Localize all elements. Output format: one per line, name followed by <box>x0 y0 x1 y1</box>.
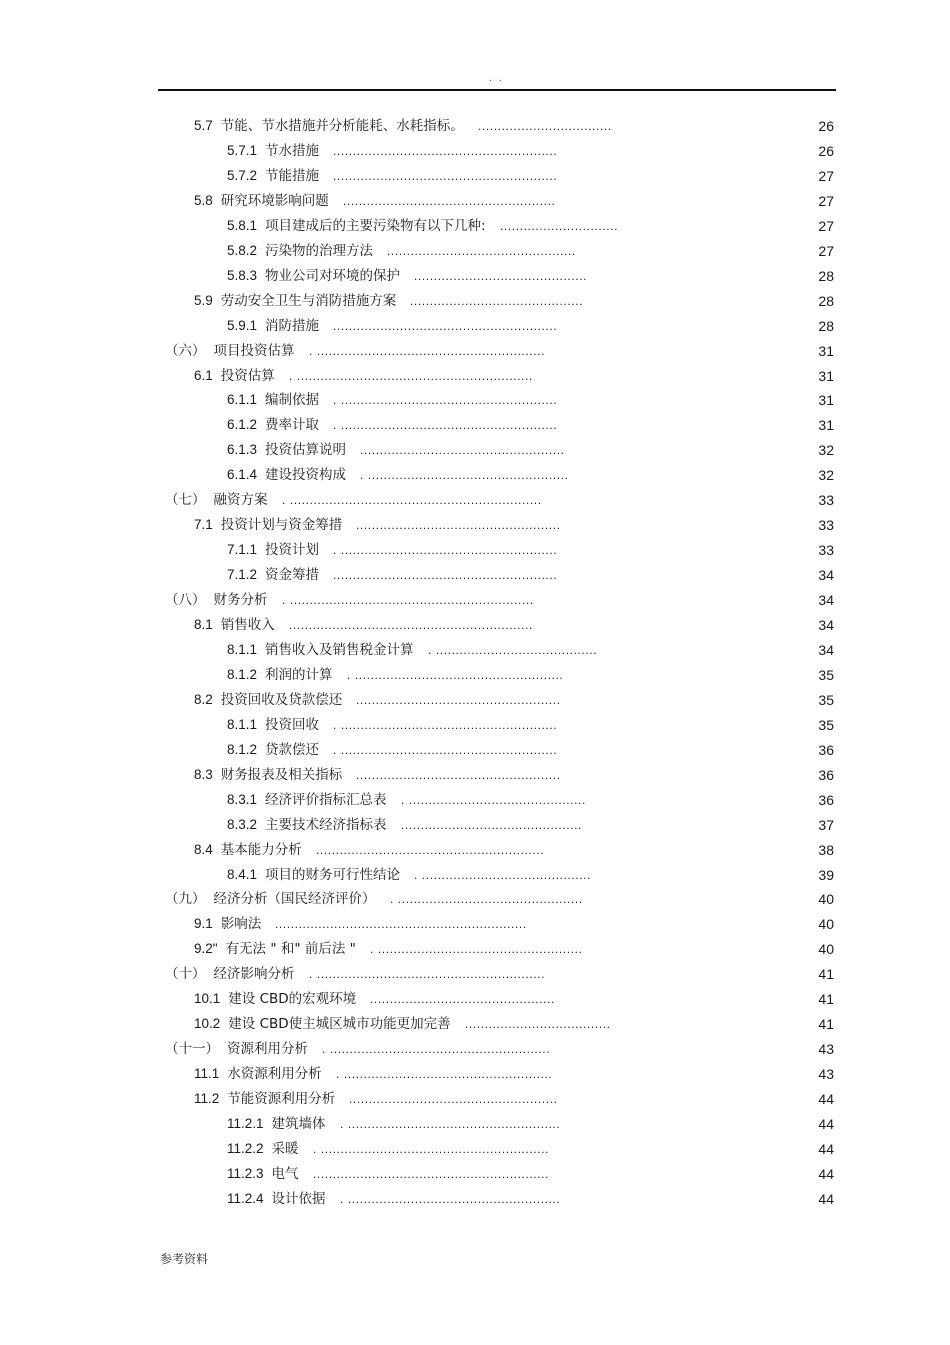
toc-entry[interactable] <box>194 765 342 785</box>
toc-entry-title: 投资回收及贷款偿还 <box>220 692 343 708</box>
toc-entry[interactable] <box>194 615 275 635</box>
header-rule <box>158 89 836 91</box>
toc-entry-title: 项目建成后的主要污染物有以下几种: <box>265 218 486 234</box>
toc-entry[interactable] <box>194 191 329 211</box>
toc-dot-leader: . .......................................................... <box>309 967 546 981</box>
toc-entry-number: 8.1.1 <box>227 642 258 657</box>
toc-page-number: 32 <box>818 467 834 483</box>
toc-entry-title: 物业公司对环境的保护 <box>265 268 401 284</box>
toc-entry-number: 9.2" <box>194 941 218 956</box>
toc-page-number: 26 <box>818 143 834 159</box>
toc-page-number: 35 <box>818 717 834 733</box>
footer-text: 参考资料 <box>160 1252 209 1266</box>
toc-dot-leader: ..................................................... <box>349 1092 558 1106</box>
toc-entry[interactable] <box>227 740 319 760</box>
toc-page-number: 31 <box>818 343 834 359</box>
toc-entry[interactable] <box>194 840 302 860</box>
toc-dot-leader: ............................................... <box>370 992 555 1006</box>
toc-dot-leader: ......................................................... <box>333 568 558 582</box>
toc-page-number: 40 <box>818 916 834 932</box>
toc-dot-leader: . ............................................... <box>390 892 583 906</box>
toc-page-number: 43 <box>818 1066 834 1082</box>
toc-entry-title: 资源利用分析 <box>227 1041 308 1057</box>
toc-dot-leader: .................................................... <box>356 518 561 532</box>
toc-entry[interactable] <box>227 1114 326 1134</box>
toc-entry-number: （十） <box>165 966 206 981</box>
toc-entry[interactable] <box>194 366 275 386</box>
toc-entry-title: 贷款偿还 <box>265 742 320 758</box>
toc-entry-title: 节水措施 <box>265 143 320 159</box>
toc-entry-number: 6.1.2 <box>227 417 258 432</box>
toc-entry-number: 8.1.1 <box>227 717 258 732</box>
toc-entry-title: 节能、节水措施并分析能耗、水耗指标。 <box>220 118 464 134</box>
toc-page-number: 40 <box>818 941 834 957</box>
toc-dot-leader: . ....................................................... <box>333 718 558 732</box>
toc-dot-leader: . ......................................... <box>428 643 598 657</box>
toc-dot-leader: .................................. <box>478 119 612 133</box>
toc-entry-title: 电气 <box>271 1166 299 1182</box>
toc-entry-number: （九） <box>165 891 206 906</box>
toc-page-number: 39 <box>818 867 834 883</box>
toc-entry-title: 投资回收 <box>265 717 320 733</box>
toc-entry[interactable] <box>227 640 414 660</box>
toc-dot-leader: . ....................................................... <box>333 418 558 432</box>
toc-dot-leader: ......................................................... <box>333 144 558 158</box>
header-mark: . . <box>489 74 504 84</box>
toc-page-number: 27 <box>818 168 834 184</box>
toc-entry-number: 8.4.1 <box>227 867 258 882</box>
toc-entry-number: 11.2 <box>194 1091 220 1106</box>
toc-entry-title: 经济分析（国民经济评价） <box>213 891 376 907</box>
toc-page-number: 38 <box>818 842 834 858</box>
toc-dot-leader: . ....................................................... <box>333 743 558 757</box>
toc-entry[interactable] <box>227 865 400 885</box>
toc-entry-number: 5.8 <box>194 193 213 208</box>
toc-entry[interactable] <box>227 540 319 560</box>
toc-entry-number: 11.2.2 <box>227 1141 264 1156</box>
toc-page-number: 33 <box>818 492 834 508</box>
toc-dot-leader: ............................................ <box>414 269 588 283</box>
toc-entry-number: 6.1.1 <box>227 392 258 407</box>
toc-entry-number: （十一） <box>165 1041 219 1056</box>
toc-entry-title: 污染物的治理方法 <box>265 243 374 259</box>
toc-entry-number: 11.1 <box>194 1066 220 1081</box>
toc-entry-number: 8.1.2 <box>227 667 258 682</box>
toc-entry[interactable] <box>227 390 319 410</box>
toc-entry[interactable] <box>194 914 261 934</box>
toc-entry[interactable] <box>194 1089 335 1109</box>
toc-entry-number: 5.7.1 <box>227 143 258 158</box>
toc-entry[interactable] <box>194 291 396 311</box>
toc-entry-number: 9.1 <box>194 916 213 931</box>
toc-entry[interactable] <box>227 1189 326 1209</box>
toc-entry-title: 节能资源利用分析 <box>227 1091 336 1107</box>
toc-entry-title: 投资估算说明 <box>265 442 347 458</box>
toc-entry[interactable] <box>227 241 373 261</box>
toc-entry[interactable] <box>227 316 319 336</box>
toc-page-number: 33 <box>818 542 834 558</box>
toc-entry[interactable] <box>194 690 342 710</box>
toc-entry-title: 投资估算 <box>220 368 275 384</box>
toc-entry-number: 8.4 <box>194 842 213 857</box>
toc-entry-title: 消防措施 <box>265 318 320 334</box>
toc-entry-number: 10.2 <box>194 1016 221 1031</box>
toc-page-number: 35 <box>818 667 834 683</box>
toc-entry[interactable] <box>227 266 400 286</box>
toc-entry[interactable] <box>165 590 268 610</box>
toc-entry-title: 经济评价指标汇总表 <box>265 792 387 808</box>
toc-entry-title: 投资计划与资金筹措 <box>220 517 343 533</box>
toc-page-number: 28 <box>818 318 834 334</box>
toc-entry-title: 销售收入及销售税金计算 <box>265 642 414 658</box>
toc-entry-title: 销售收入 <box>220 617 275 633</box>
toc-page-number: 43 <box>818 1041 834 1057</box>
toc-dot-leader: ......................................................... <box>333 319 558 333</box>
toc-page-number: 44 <box>818 1191 834 1207</box>
toc-entry-number: 11.2.4 <box>227 1191 264 1206</box>
toc-entry-number: 8.1 <box>194 617 213 632</box>
toc-entry-number: 8.3.2 <box>227 817 258 832</box>
toc-entry-title: 节能措施 <box>265 168 320 184</box>
toc-entry[interactable] <box>227 815 387 835</box>
toc-entry-title: 费率计取 <box>265 417 320 433</box>
toc-dot-leader: .................................................... <box>356 693 561 707</box>
toc-entry-number: 5.8.3 <box>227 268 258 283</box>
toc-page-number: 33 <box>818 517 834 533</box>
toc-entry-title: 利润的计算 <box>265 667 333 683</box>
toc-dot-leader: . ............................................................ <box>289 369 533 383</box>
toc-entry-number: 5.7 <box>194 118 213 133</box>
toc-dot-leader: .................................................... <box>356 768 561 782</box>
toc-entry-number: 6.1.3 <box>227 442 258 457</box>
toc-entry-title: 编制依据 <box>265 392 320 408</box>
toc-dot-leader: ................................................................ <box>275 917 527 931</box>
toc-entry-title: 建设 CBD的宏观环境 <box>228 991 357 1007</box>
toc-dot-leader: ...................................................... <box>343 194 556 208</box>
toc-page-number: 32 <box>818 442 834 458</box>
toc-entry-number: 7.1.1 <box>227 542 258 557</box>
toc-dot-leader: . ....................................................... <box>333 393 558 407</box>
toc-entry-title: 投资计划 <box>265 542 320 558</box>
toc-entry[interactable] <box>227 415 319 435</box>
toc-dot-leader: . ............................................. <box>401 793 586 807</box>
toc-entry[interactable] <box>227 216 486 236</box>
toc-entry[interactable] <box>165 889 376 909</box>
toc-page-number: 44 <box>818 1141 834 1157</box>
toc-entry-number: 5.8.2 <box>227 243 258 258</box>
toc-page-number: 27 <box>818 218 834 234</box>
toc-dot-leader: ................................................ <box>387 244 576 258</box>
toc-dot-leader: . .......................................................... <box>309 344 546 358</box>
toc-page-number: 44 <box>818 1116 834 1132</box>
toc-entry-number: 8.2 <box>194 692 213 707</box>
toc-entry-number: 5.9.1 <box>227 318 258 333</box>
toc-entry[interactable] <box>227 715 319 735</box>
toc-dot-leader: . ........................................................ <box>322 1042 551 1056</box>
toc-page-number: 36 <box>818 742 834 758</box>
toc-dot-leader: . ..................................................... <box>336 1067 553 1081</box>
toc-entry-number: 11.2.1 <box>227 1116 264 1131</box>
toc-entry-number: 5.8.1 <box>227 218 258 233</box>
toc-entry-title: 建设投资构成 <box>265 467 347 483</box>
toc-page-number: 27 <box>818 193 834 209</box>
toc-entry[interactable] <box>227 465 346 485</box>
toc-dot-leader: .......................................................... <box>316 843 545 857</box>
toc-dot-leader: ............................................................ <box>313 1167 550 1181</box>
toc-entry-title: 经济影响分析 <box>213 966 295 982</box>
toc-entry[interactable] <box>227 440 346 460</box>
toc-entry[interactable] <box>227 790 387 810</box>
toc-entry-title: 影响法 <box>220 916 262 932</box>
toc-entry-title: 设计依据 <box>271 1191 326 1207</box>
toc-entry-number: 6.1 <box>194 368 213 383</box>
toc-entry-number: 11.2.3 <box>227 1166 264 1181</box>
toc-entry-title: 项目投资估算 <box>213 343 295 359</box>
toc-page-number: 26 <box>818 118 834 134</box>
toc-page-number: 35 <box>818 692 834 708</box>
toc-dot-leader: . ..................................................... <box>347 668 564 682</box>
toc-dot-leader: . ........................................... <box>414 868 592 882</box>
toc-page-number: 34 <box>818 567 834 583</box>
toc-entry-title: 水资源利用分析 <box>227 1066 322 1082</box>
toc-dot-leader: . .......................................................... <box>313 1142 550 1156</box>
toc-page-number: 41 <box>818 966 834 982</box>
toc-entry-title: 研究环境影响问题 <box>220 193 329 209</box>
toc-entry-number: 7.1 <box>194 517 213 532</box>
toc-entry[interactable] <box>194 1014 451 1034</box>
toc-entry[interactable] <box>227 565 319 585</box>
toc-page-number: 44 <box>818 1166 834 1182</box>
toc-page-number: 37 <box>818 817 834 833</box>
toc-entry[interactable] <box>227 1164 299 1184</box>
toc-entry-number: 6.1.4 <box>227 467 258 482</box>
toc-page-number: 34 <box>818 592 834 608</box>
toc-entry[interactable] <box>194 989 356 1009</box>
toc-entry-title: 基本能力分析 <box>220 842 302 858</box>
toc-page-number: 34 <box>818 642 834 658</box>
toc-entry[interactable] <box>165 490 268 510</box>
toc-dot-leader: .............................................. <box>401 818 582 832</box>
toc-entry[interactable] <box>227 166 319 186</box>
toc-entry[interactable] <box>227 1139 299 1159</box>
toc-entry[interactable] <box>227 665 333 685</box>
toc-page-number: 31 <box>818 368 834 384</box>
toc-entry-title: 采暖 <box>271 1141 299 1157</box>
toc-dot-leader: . ...................................................... <box>340 1192 561 1206</box>
toc-entry-title: 建设 CBD使主城区城市功能更加完善 <box>228 1016 451 1032</box>
toc-entry-number: 10.1 <box>194 991 221 1006</box>
toc-entry[interactable] <box>194 1064 322 1084</box>
toc-entry[interactable] <box>227 141 319 161</box>
toc-entry[interactable] <box>194 116 464 136</box>
toc-entry-number: 8.3 <box>194 767 213 782</box>
toc-page-number: 28 <box>818 268 834 284</box>
toc-entry[interactable] <box>194 515 342 535</box>
toc-page-number: 28 <box>818 293 834 309</box>
toc-dot-leader: ............................................ <box>410 294 584 308</box>
toc-entry[interactable] <box>165 1039 308 1059</box>
toc-dot-leader: . ................................................................ <box>282 493 542 507</box>
toc-dot-leader: .............................. <box>500 219 619 233</box>
toc-entry[interactable] <box>165 341 295 361</box>
toc-dot-leader: .................................................... <box>360 443 565 457</box>
toc-page-number: 31 <box>818 392 834 408</box>
toc-dot-leader: .............................................................. <box>289 618 533 632</box>
toc-entry[interactable] <box>194 939 356 959</box>
toc-page-number: 36 <box>818 767 834 783</box>
toc-entry-number: （六） <box>165 343 206 358</box>
toc-entry-number: 8.1.2 <box>227 742 258 757</box>
toc-page-number: 40 <box>818 891 834 907</box>
toc-entry-title: 建筑墙体 <box>271 1116 326 1132</box>
toc-dot-leader: ......................................................... <box>333 169 558 183</box>
toc-entry-number: 7.1.2 <box>227 567 258 582</box>
toc-page-number: 36 <box>818 792 834 808</box>
toc-page-number: 31 <box>818 417 834 433</box>
toc-dot-leader: . ...................................................... <box>340 1117 561 1131</box>
toc-entry-title: 劳动安全卫生与消防措施方案 <box>220 293 397 309</box>
toc-entry-title: 项目的财务可行性结论 <box>265 867 401 883</box>
toc-entry-number: 5.7.2 <box>227 168 258 183</box>
toc-entry-title: 财务报表及相关指标 <box>220 767 343 783</box>
toc-entry-title: 有无法 " 和" 前后法 " <box>225 941 356 957</box>
toc-dot-leader: . ....................................................... <box>333 543 558 557</box>
toc-page-number: 44 <box>818 1091 834 1107</box>
toc-entry[interactable] <box>165 964 295 984</box>
toc-entry-title: 财务分析 <box>213 592 268 608</box>
toc-dot-leader: . .................................................... <box>370 942 583 956</box>
toc-entry-number: 8.3.1 <box>227 792 258 807</box>
toc-entry-number: 5.9 <box>194 293 213 308</box>
toc-page-number: 34 <box>818 617 834 633</box>
toc-entry-title: 主要技术经济指标表 <box>265 817 387 833</box>
toc-entry-title: 资金筹措 <box>265 567 320 583</box>
toc-dot-leader: . ................................................... <box>360 468 569 482</box>
toc-dot-leader: . .............................................................. <box>282 593 534 607</box>
toc-page-number: 41 <box>818 991 834 1007</box>
toc-page-number: 41 <box>818 1016 834 1032</box>
toc-page-number: 27 <box>818 243 834 259</box>
toc-entry-number: （七） <box>165 492 206 507</box>
toc-dot-leader: ..................................... <box>465 1017 611 1031</box>
toc-entry-number: （八） <box>165 592 206 607</box>
toc-entry-title: 融资方案 <box>213 492 268 508</box>
